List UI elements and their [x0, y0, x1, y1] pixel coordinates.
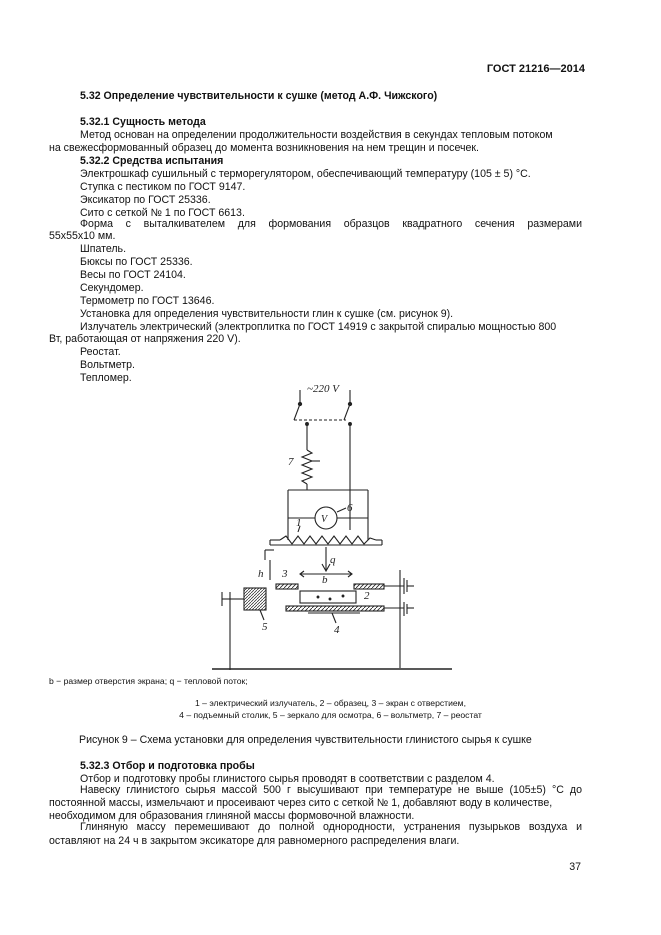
means-item: Электрошкаф сушильный с терморегулятором, обеспечивающий температуру (105 ± 5) °С. [80, 168, 531, 180]
figure-legend-line: 4 – подъемный столик, 5 – зеркало для осмотра, 6 – вольтметр, 7 – реостат [179, 710, 482, 720]
means-item: Сито с сеткой № 1 по ГОСТ 6613. [80, 207, 245, 219]
means-item: Излучатель электрический (электроплитка по ГОСТ 14919 с закрытой спиралью мощностью 800 [80, 321, 557, 333]
label-3: 3 [282, 568, 288, 580]
screen-with-opening-icon [276, 584, 404, 589]
voltage-label: ~220 V [307, 383, 339, 395]
sampling-text-line: Глиняную массу перемешивают до полной однородности, устранения пузырьков воздуха и [80, 821, 582, 833]
means-item: Реостат. [80, 346, 121, 358]
essence-title: 5.32.1 Сущность метода [80, 116, 206, 128]
label-6: 6 [347, 502, 353, 514]
heat-flow-label: q [330, 554, 336, 566]
label-4: 4 [334, 624, 340, 636]
means-item-continuation: Вт, работающая от напряжения 220 V). [49, 333, 241, 345]
section-title: 5.32 Определение чувствительности к сушке (метод А.Ф. Чижского) [80, 90, 438, 102]
h-label: h [258, 568, 264, 580]
sampling-text-line: постоянной массы, измельчают и просеивают через сито с сеткой № 1, добавляют воду в количестве, [49, 797, 553, 809]
means-item: Вольтметр. [80, 359, 135, 371]
rheostat-icon [302, 450, 320, 490]
means-item: Эксикатор по ГОСТ 25336. [80, 194, 211, 206]
switch-icon [294, 390, 352, 425]
means-item: Установка для определения чувствительности глин к сушке (см. рисунок 9). [80, 308, 454, 320]
means-item-continuation: 55х55х10 мм. [49, 230, 116, 242]
right-clamp-icon [404, 578, 414, 616]
b-label: b [322, 574, 328, 586]
label-2: 2 [364, 590, 370, 602]
means-item: Секундомер. [80, 282, 144, 294]
page-number: 37 [569, 861, 581, 873]
label-1: 1 [296, 517, 302, 529]
means-item: Форма с выталкивателем для формования образцов квадратного сечения размерами [80, 218, 582, 230]
heater-coil-icon [270, 530, 382, 545]
mirror-icon [222, 588, 266, 610]
figure-caption: Рисунок 9 – Схема установки для определения чувствительности глинистого сырья к сушке [79, 734, 532, 746]
sampling-text-line: Отбор и подготовку пробы глинистого сырья проводят в соответствии с разделом 4. [80, 773, 495, 785]
means-item: Ступка с пестиком по ГОСТ 9147. [80, 181, 246, 193]
means-item: Термометр по ГОСТ 13646. [80, 295, 215, 307]
figure-legend-line: b − размер отверстия экрана; q − тепловой поток; [49, 676, 248, 686]
means-item: Бюксы по ГОСТ 25336. [80, 256, 193, 268]
essence-text-line: Метод основан на определении продолжительности воздействия в секундах тепловым потоком [80, 129, 553, 141]
figure-legend-line: 1 – электрический излучатель, 2 – образец, 3 – экран с отверстием, [195, 698, 466, 708]
label-5: 5 [262, 621, 268, 633]
means-title: 5.32.2 Средства испытания [80, 155, 224, 167]
sample-icon [300, 591, 356, 603]
means-item: Шпатель. [80, 243, 127, 255]
sampling-text-line: оставляют на 24 ч в закрытом эксикаторе для равномерного распределения влаги. [49, 835, 460, 847]
means-item: Весы по ГОСТ 24104. [80, 269, 186, 281]
voltmeter-symbol: V [321, 514, 328, 525]
essence-text-line: на свежесформованный образец до момента возникновения на нем трещин и посечек. [49, 142, 480, 154]
lifting-table-icon [286, 606, 404, 613]
sampling-title: 5.32.3 Отбор и подготовка пробы [80, 760, 255, 772]
sampling-text-line: необходимом для образования глиняной массы формовочной влажности. [49, 810, 415, 822]
sampling-text-line: Навеску глинистого сырья массой 500 г высушивают при температуре не выше (105±5) °С до [80, 784, 582, 796]
voltmeter-icon [315, 507, 337, 529]
label-7: 7 [288, 456, 294, 468]
figure-9-schematic [200, 380, 460, 672]
standard-number: ГОСТ 21216—2014 [486, 63, 585, 75]
means-item: Тепломер. [80, 372, 132, 384]
